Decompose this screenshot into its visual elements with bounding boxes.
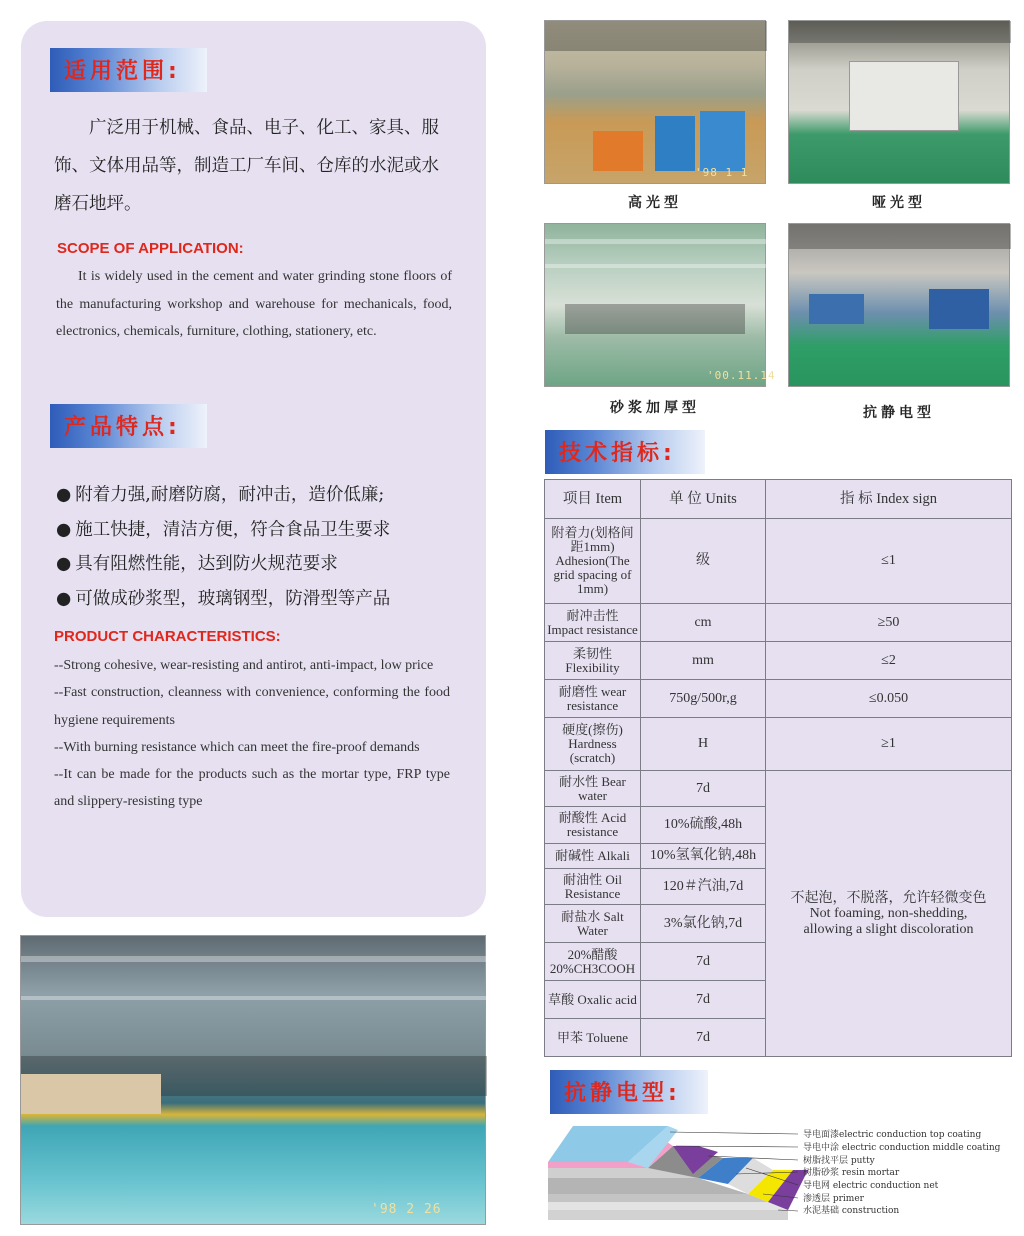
table-row: [545, 680, 1012, 718]
characteristic-item: --Strong cohesive, wear-resisting and antirot, anti-impact, low price: [54, 658, 434, 673]
layer-label: 树脂找平层 putty: [803, 1156, 875, 1166]
table-row: [545, 718, 1012, 771]
header-index: 指 标 Index sign: [766, 480, 1012, 519]
matte-floor-photo: [788, 20, 1010, 184]
tech-heading-bar: [545, 430, 705, 474]
scope-heading-en: SCOPE OF APPLICATION:: [57, 240, 244, 257]
row-item: 柔韧性 Flexibility: [545, 642, 641, 680]
feature-bullet: ● 具有阻燃性能，达到防火规范要求: [56, 547, 466, 582]
merged-index-cn: 不起泡，不脱落，允许轻微变色: [790, 889, 987, 906]
technical-spec-table: [544, 479, 1012, 1057]
photo-date-stamp: '98 2 26: [371, 1202, 442, 1217]
feature-bullet: ● 附着力强,耐磨防腐，耐冲击，造价低廉;: [56, 478, 466, 513]
photo-date-stamp: '98 1 1: [695, 166, 749, 179]
scope-heading-bar: [50, 48, 207, 92]
row-item: 硬度(擦伤) Hardness (scratch): [545, 718, 641, 771]
high-gloss-floor-photo: [544, 20, 766, 184]
row-item: 20%醋酸 20%CH3COOH: [545, 943, 641, 981]
features-heading-cn: 产品特点:: [64, 415, 181, 440]
workshop-floor-photo: [20, 935, 486, 1225]
row-index: ≤0.050: [766, 680, 1012, 718]
characteristic-item: --Fast construction, cleanness with convenience, conforming the food hygiene requirements: [54, 685, 450, 728]
row-index: ≤1: [766, 519, 1012, 604]
table-row: [545, 604, 1012, 642]
layer-label: 导电网 electric conduction net: [803, 1181, 939, 1191]
antistatic-heading-cn: 抗静电型:: [564, 1081, 681, 1106]
scope-heading-cn: 适用范围:: [64, 59, 181, 84]
merged-index-cell: [766, 771, 1012, 1057]
layer-label: 导电中涂 electric conduction middle coating: [803, 1143, 1001, 1153]
row-item: 耐碱性 Alkali: [545, 844, 641, 869]
scope-text-cn: 广泛用于机械、食品、电子、化工、家具、服饰、文体用品等，制造工厂车间、仓库的水泥或水磨石地坪。: [54, 118, 439, 214]
header-units: 单 位 Units: [641, 480, 766, 519]
layer-label: 水泥基础 construction: [803, 1206, 900, 1216]
caption-antistatic: 抗静电型: [863, 405, 935, 421]
row-item: 甲苯 Toluene: [545, 1019, 641, 1057]
row-item: 耐酸性 Acid resistance: [545, 807, 641, 844]
layer-primer: [548, 1194, 768, 1202]
header-item: 项目 Item: [545, 480, 641, 519]
row-unit: 7d: [641, 1019, 766, 1057]
features-bullet-list: [56, 478, 466, 616]
row-index: ≥1: [766, 718, 1012, 771]
antistatic-floor-photo: [788, 223, 1010, 387]
table-header-row: [545, 480, 1012, 519]
merged-index-en: Not foaming, non-shedding, allowing a slight discoloration: [803, 905, 974, 937]
table-row: [545, 519, 1012, 604]
layer-label: 导电面漆electric conduction top coating: [803, 1130, 982, 1140]
layer-construction-top: [548, 1202, 788, 1210]
tech-heading-cn: 技术指标:: [559, 441, 676, 466]
characteristics-list-en: [54, 652, 450, 816]
row-unit: 7d: [641, 981, 766, 1019]
caption-mortar-thick: 砂浆加厚型: [610, 400, 700, 416]
features-heading-bar: [50, 404, 207, 448]
feature-bullet: ● 施工快捷，清洁方便，符合食品卫生要求: [56, 513, 466, 548]
row-index: ≤2: [766, 642, 1012, 680]
row-item: 耐磨性 wear resistance: [545, 680, 641, 718]
antistatic-heading-bar: [550, 1070, 708, 1114]
row-index: ≥50: [766, 604, 1012, 642]
row-unit: 3%氯化钠,7d: [641, 905, 766, 943]
mortar-thick-floor-photo: [544, 223, 776, 387]
feature-bullet: ● 可做成砂浆型，玻璃钢型，防滑型等产品: [56, 582, 466, 617]
row-unit: cm: [641, 604, 766, 642]
characteristic-item: --With burning resistance which can meet the fire-proof demands: [54, 739, 420, 755]
row-unit: 7d: [641, 943, 766, 981]
row-unit: 10%硫酸,48h: [641, 807, 766, 844]
photo-date-stamp: '00.11.14: [707, 369, 776, 382]
row-item: 耐盐水 Salt Water: [545, 905, 641, 943]
layer-construction: [548, 1210, 788, 1220]
row-unit: 级: [641, 519, 766, 604]
table-row: [545, 642, 1012, 680]
table-row: [545, 771, 1012, 807]
caption-matte: 哑光型: [872, 195, 926, 211]
caption-high-gloss: 高光型: [628, 195, 682, 211]
row-item: 草酸 Oxalic acid: [545, 981, 641, 1019]
scope-text-en: It is widely used in the cement and water grinding stone floors of the manufacturing workshop and warehouse for mechanicals, food, electronics, chemicals, furniture, clothing, stationery, etc.: [56, 269, 452, 339]
row-unit: 120＃汽油,7d: [641, 869, 766, 905]
characteristic-item: --It can be made for the products such as the mortar type, FRP type and slippery-resisting type: [54, 767, 450, 810]
row-item: 附着力(划格间距1mm) Adhesion(The grid spacing of 1mm): [545, 519, 641, 604]
row-unit: 7d: [641, 771, 766, 807]
row-unit: mm: [641, 642, 766, 680]
row-item: 耐油性 Oil Resistance: [545, 869, 641, 905]
layer-label: 树脂砂浆 resin mortar: [803, 1168, 900, 1178]
row-item: 耐水性 Bear water: [545, 771, 641, 807]
layer-label: 渗透层 primer: [803, 1194, 864, 1204]
row-unit: 750g/500r,g: [641, 680, 766, 718]
row-unit: 10%氢氧化钠,48h: [641, 844, 766, 869]
row-item: 耐冲击性 Impact resistance: [545, 604, 641, 642]
row-unit: H: [641, 718, 766, 771]
features-heading-en: PRODUCT CHARACTERISTICS:: [54, 628, 281, 645]
